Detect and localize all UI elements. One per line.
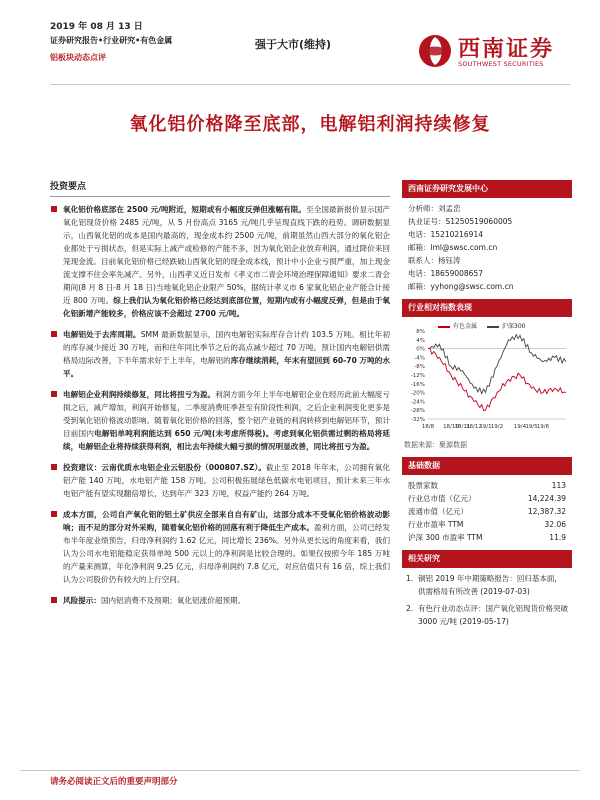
analyst-phone: 电话：15210216914 <box>408 230 483 239</box>
related-item-number: 2. <box>406 604 414 613</box>
relative-index-chart <box>402 319 572 437</box>
x-tick-label: 19/1 <box>479 424 492 430</box>
paragraph-body: 盈利方面，公司已经发布半年度业绩预告，归母净利润约 1.62 亿元，同比增长 236%。另外从更长远的角度来看，我们认为公司水电铝能稳定获得单吨 500 元以上的净利润是比较合理的。如果仅按照今年 185 万吨的产量来测算，年化净利润 9.25 亿元，归母净利润约 7.8 亿元，对应估值只有 16 倍，综上我们认为公司股价仍有较大的上行空间。 <box>63 523 391 584</box>
basic-data-row <box>408 479 566 492</box>
header-divider <box>50 84 570 85</box>
chart-heading: 行业相对指数表现 <box>402 299 572 317</box>
y-tick-label: -8% <box>414 364 425 371</box>
team-box <box>402 198 572 299</box>
basic-data-value: 32.06 <box>544 520 566 529</box>
report-category: 证券研究报告•行业研究•有色金属 <box>50 36 173 45</box>
series-line-1 <box>428 335 566 394</box>
paragraph-body: 利润方面今年上半年电解铝企业在经历此前大幅度亏损之后，减产增加，利润开始修复，二季度消费旺季甚至有阶段性利润，之后企业利润变化更多是受到氧化铝价格波动影响。随着氧化铝价格的回落，整个铝产业链的利润转移到电解铝环节，预计目前国内 <box>63 390 391 438</box>
related-item-text: 铜铝 2019 年中期策略报告：回归基本面，供需格局有所改善 (2019-07-03) <box>418 574 562 596</box>
footer-disclaimer: 请务必阅读正文后的重要声明部分 <box>50 777 178 787</box>
paragraph-conclusion: 综上我们认为氧化铝价格已经达到底部位置，短期内或有小幅度反弹，但是由于氧化铝新增产能较多，价格应该不会超过 2700 元/吨。 <box>63 296 390 318</box>
logo-text-en: SOUTHWEST SECURITIES <box>458 60 544 68</box>
contact-email[interactable]: 邮箱：yyhong@swsc.com.cn <box>408 282 514 291</box>
related-item-number: 1. <box>406 574 414 583</box>
bullet-icon <box>51 331 57 337</box>
brand-logo <box>418 30 568 76</box>
analyst-name: 分析师：刘孟峦 <box>408 204 461 213</box>
summary-paragraphs <box>50 203 390 607</box>
y-tick-label: -16% <box>410 381 425 388</box>
summary-paragraph <box>50 461 390 500</box>
y-tick-label: -28% <box>410 408 425 415</box>
y-tick-label: -4% <box>414 355 425 362</box>
bullet-icon <box>51 391 57 397</box>
x-tick-label: 19/2 <box>490 424 504 430</box>
paragraph-lead: 电解铝处于去库周期。 <box>63 330 141 339</box>
x-tick-label: 18/10 <box>443 424 459 430</box>
paragraph-body: 截止至 2018 年年末，公司拥有氧化铝产能 140 万吨，水电铝产能 158 万吨。公司积极拓展绿色低碳水电铝项目，预计未来三年水电铝产能有望实现翻倍增长，达到年产 323 万吨，权益产能约 264 万吨。 <box>63 463 390 498</box>
basic-data-label: 行业总市值（亿元） <box>408 494 476 503</box>
related-item[interactable] <box>406 602 568 628</box>
bullet-icon <box>51 511 57 517</box>
paragraph-lead: 电解铝企业利润持续修复，同比将扭亏为盈。 <box>63 390 216 399</box>
report-topic: 铝板块动态点评 <box>50 53 106 62</box>
bullet-icon <box>51 597 57 603</box>
sidebar <box>402 180 572 636</box>
y-tick-label: -20% <box>410 390 425 397</box>
header-meta <box>50 20 250 65</box>
basic-data-label: 沪深 300 市盈率 TTM <box>408 533 483 542</box>
analyst-cert: 执业证号：S1250519060005 <box>408 217 513 226</box>
basic-data-value: 113 <box>551 481 566 490</box>
contact-phone: 电话：18659008657 <box>408 269 483 278</box>
y-tick-label: -24% <box>410 399 425 406</box>
summary-heading: 投资要点 <box>50 180 390 197</box>
logo-icon <box>418 34 452 68</box>
logo-text-cn: 西南证券 <box>458 36 555 62</box>
paragraph-conclusion: 库存继续消耗，年末有望回到 60-70 万吨的水平。 <box>63 356 391 378</box>
basic-data-row <box>408 492 566 505</box>
x-tick-label: 19/4 <box>513 424 527 430</box>
summary-paragraph <box>50 594 390 607</box>
basic-data-row <box>408 531 566 544</box>
related-list <box>402 568 572 636</box>
basic-data-value: 14,224.39 <box>527 494 566 503</box>
paragraph-body: SMM 最新数据显示，国内电解铝实际库存合计约 103.5 万吨。相比年初的库存减少接近 30 万吨，而和往年同比季节之后的高点减少超过 70 万吨。预计国内电解铝供需格局边际改善，下半年需求好于上半年，电解铝的 <box>63 330 391 365</box>
chart-svg <box>402 319 572 437</box>
team-heading: 西南证券研究发展中心 <box>402 180 572 198</box>
y-tick-label: 4% <box>416 337 425 344</box>
paragraph-body: 至全国最新报价显示国产氧化铝现货价格 2485 元/吨，从 5 月份高点 3165 元/吨几乎呈现直线下跌的趋势。调研数据显示，山西氧化铝的成本是国内最高的，现金成本约 2500 元/吨，前期虽然山西大部分的氧化铝企业都处于亏损状态，但是实际上减产或检修的产能不多，因为氧化铝企业放弃利润，通过降价来回笼现金流。目前氧化铝价格已经跌破山西氧化铝的现金成本线，预计中小企业亏损严重，加上现金流支撑不住会率先减产。另外，山西孝义近日发布《孝义市二青会环境治理保障通知》要求二青会期间(8 月 8 日-8 月 18 日)当地氧化铝企业限产 50%，据统计孝义市 6 家氧化铝企业产能合计接近 800 万吨。 <box>63 205 390 305</box>
bullet-icon <box>51 206 57 212</box>
paragraph-body: 国内铝消费不及预期；氧化铝涨价超预期。 <box>100 596 246 605</box>
report-date: 2019 年 08 月 13 日 <box>50 22 143 32</box>
basic-data-row <box>408 518 566 531</box>
series-line-0 <box>428 348 566 410</box>
related-item[interactable] <box>406 572 568 598</box>
basic-data-label: 流通市值（亿元） <box>408 507 468 516</box>
legend-item-0: 有色金属 <box>438 321 477 330</box>
paragraph-lead: 投资建议：云南优质水电铝企业云铝股份（000807.SZ）。 <box>63 463 266 472</box>
x-tick-label: 18/11 <box>454 424 471 430</box>
related-item-text: 有色行业动态点评：国产氧化铝现货价格突破 3000 元/吨 (2019-05-17) <box>418 604 568 626</box>
y-tick-label: -12% <box>410 373 425 379</box>
contact-name: 联系人：杨钰涛 <box>408 256 461 265</box>
y-tick-label: -32% <box>410 417 425 423</box>
basic-data-heading: 基础数据 <box>402 457 572 475</box>
paragraph-conclusion: 电解铝单吨利润能达到 650 元/吨(未考虑所得税)。考虑到氧化铝供需过剩的格局将延续，电解铝企业将持续获得利润，相比去年持续大幅亏损的情况明显改善，同比将扭亏为盈。 <box>63 429 391 451</box>
footer-divider <box>20 770 580 771</box>
chart-legend <box>438 321 525 330</box>
summary-paragraph <box>50 328 390 380</box>
paragraph-lead: 氧化铝价格底部在 2500 元/吨附近，短期或有小幅度反弹但涨幅有限。 <box>63 205 307 214</box>
basic-data-value: 11.9 <box>549 533 566 542</box>
summary-paragraph <box>50 508 390 586</box>
x-tick-label: 19/5 <box>525 424 538 430</box>
basic-data-row <box>408 505 566 518</box>
x-tick-label: 18/12 <box>466 424 482 430</box>
report-title: 氧化铝价格降至底部，电解铝利润持续修复 <box>129 114 491 135</box>
main-content <box>50 180 390 615</box>
y-tick-label: 0% <box>416 346 425 353</box>
x-tick-label: 19/6 <box>536 424 550 430</box>
x-tick-label: 18/8 <box>421 424 435 430</box>
bullet-icon <box>51 464 57 470</box>
analyst-email[interactable]: 邮箱：lml@swsc.com.cn <box>408 243 498 252</box>
basic-data-label: 股票家数 <box>408 481 438 490</box>
summary-paragraph <box>50 203 390 320</box>
paragraph-lead: 风险提示： <box>63 596 101 605</box>
related-heading: 相关研究 <box>402 550 572 568</box>
summary-paragraph <box>50 388 390 453</box>
basic-data-value: 12,387.32 <box>527 507 566 516</box>
paragraph-lead: 成本方面，公司自产氧化铝的铝土矿供应全部来自自有矿山，这部分成本不受氧化铝价格波动影响；而不足的部分对外采购，随着氧化铝价格的回落有利于降低生产成本。 <box>63 510 390 532</box>
industry-rating: 强于大市(维持) <box>255 38 332 51</box>
y-tick-label: 8% <box>416 329 425 335</box>
chart-source: 数据来源：聚源数据 <box>404 441 467 449</box>
basic-data-label: 行业市盈率 TTM <box>408 520 464 529</box>
legend-item-1: 沪深300 <box>487 321 525 330</box>
basic-data-table <box>402 475 572 550</box>
